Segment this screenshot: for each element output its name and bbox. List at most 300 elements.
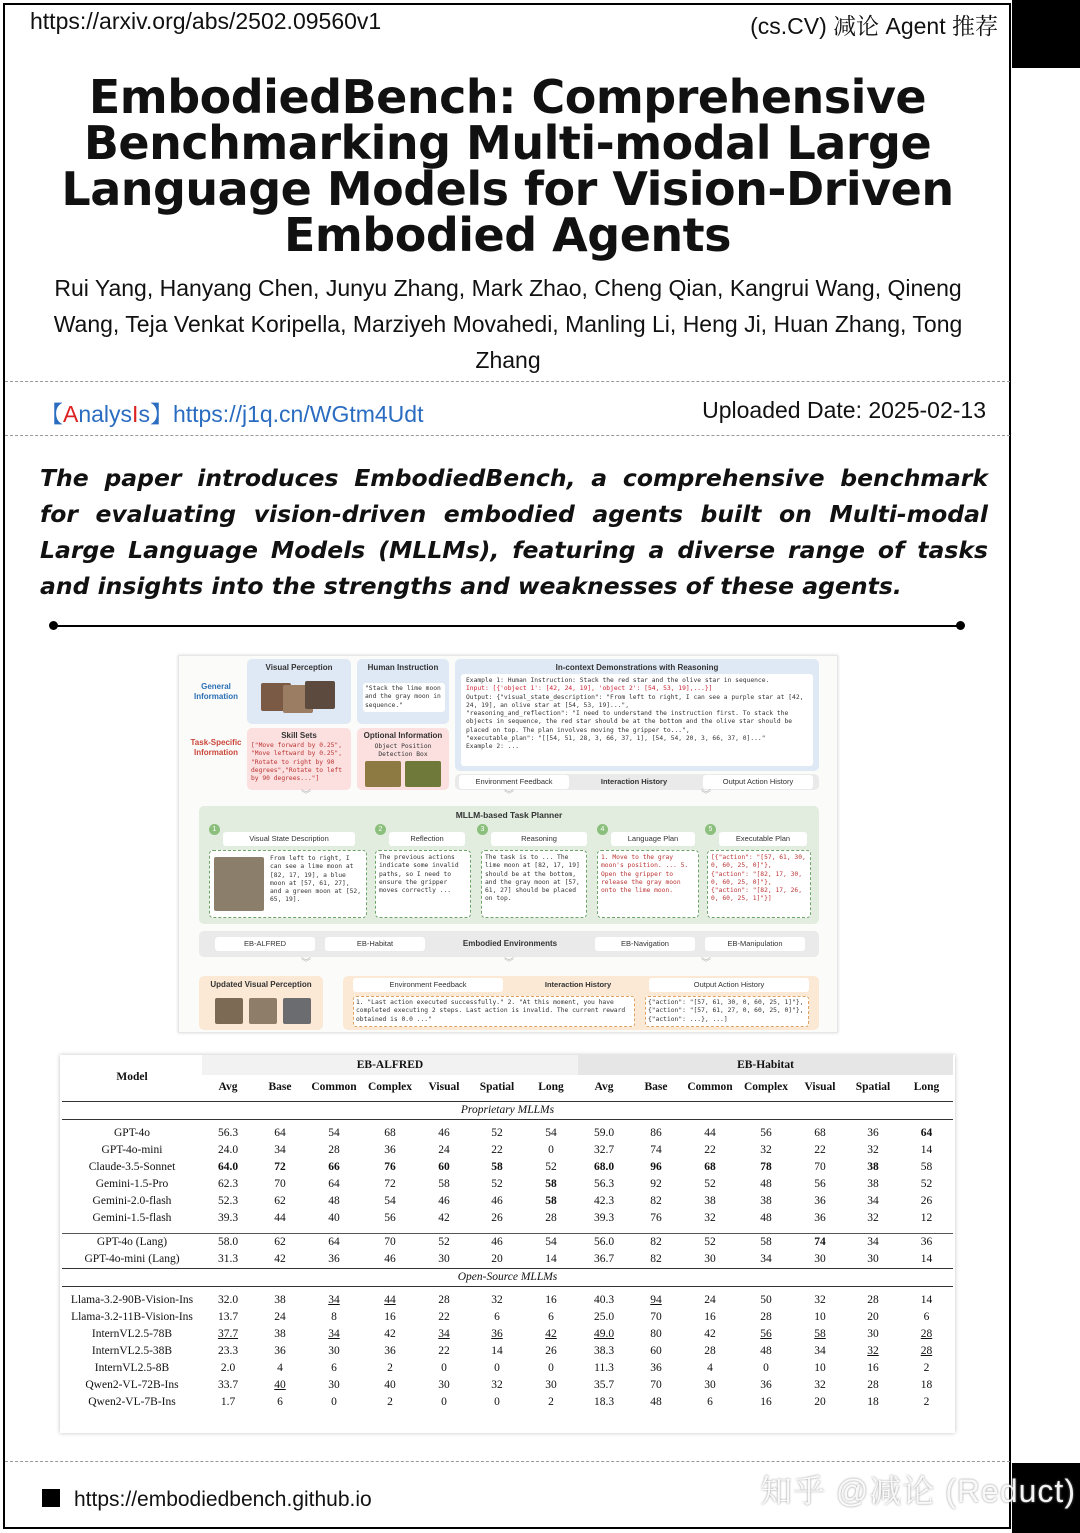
column-header-base: Base [644, 1081, 668, 1094]
score-cell: 42 [704, 1328, 716, 1340]
score-cell: 72 [274, 1161, 286, 1173]
step-number-1: 1 [209, 824, 220, 835]
object-image-2 [405, 761, 441, 787]
reflection-text: The previous actions indicate some invalid paths, so I need to ensure the gripper moves correctly ... [379, 854, 459, 895]
table-row [62, 1326, 953, 1343]
history-bar-top [455, 774, 819, 790]
score-cell: 35.7 [593, 1379, 615, 1391]
score-cell: 28 [545, 1212, 557, 1224]
visual-state-panel [209, 850, 367, 918]
analysis-link-row[interactable] [40, 396, 423, 429]
score-cell: 0 [494, 1396, 500, 1408]
score-cell: 78 [760, 1161, 772, 1173]
model-name: Qwen2-VL-72B-Ins [85, 1379, 179, 1391]
feedback-history-pill: Interaction History [544, 980, 612, 989]
score-cell: 94 [650, 1294, 662, 1306]
score-cell: 46 [470, 1233, 524, 1251]
score-cell: 38 [274, 1328, 286, 1340]
score-cell: 6 [494, 1311, 500, 1323]
score-cell: 52 [920, 1178, 933, 1190]
project-link[interactable] [42, 1488, 372, 1512]
column-header-base: Base [268, 1081, 292, 1094]
score-cell: 12 [920, 1212, 933, 1224]
score-cell: 6 [277, 1396, 283, 1408]
score-cell: 82 [630, 1233, 682, 1251]
score-cell: 0 [548, 1144, 554, 1156]
score-cell: 42.3 [593, 1195, 615, 1207]
updated-image-2 [249, 998, 277, 1024]
table-row [62, 1360, 953, 1377]
score-cell: 36 [491, 1328, 503, 1340]
score-cell: 23.3 [217, 1345, 239, 1357]
model-name: GPT-4o-mini (Lang) [84, 1252, 180, 1265]
score-cell: 6 [923, 1311, 930, 1323]
score-cell: 59.0 [593, 1127, 615, 1139]
score-cell: 32 [867, 1144, 879, 1156]
score-cell: 26 [920, 1195, 933, 1207]
chevron-down-icon: ︾ [301, 790, 311, 801]
score-cell: 30 [438, 1379, 450, 1391]
score-cell: 28 [867, 1294, 879, 1306]
score-cell: 20 [491, 1252, 503, 1265]
table-row [62, 1309, 953, 1326]
score-cell: 74 [794, 1233, 846, 1251]
score-cell: 20 [867, 1311, 879, 1323]
score-cell: 28 [328, 1144, 340, 1156]
score-cell: 48 [650, 1396, 662, 1408]
score-cell: 2 [548, 1396, 554, 1408]
score-cell: 30 [867, 1252, 879, 1265]
score-cell: 14 [920, 1144, 933, 1156]
score-cell: 68 [814, 1127, 826, 1139]
score-cell: 34 [867, 1195, 879, 1207]
score-cell: 76 [384, 1161, 396, 1173]
score-cell: 0 [331, 1396, 337, 1408]
icl-input: Input: [{'object 1': [42, 24, 19], 'object 2': [54, 53, 19],...}] [466, 685, 713, 693]
model-name: InternVL2.5-8B [94, 1362, 170, 1374]
score-cell: 56 [814, 1178, 826, 1190]
score-cell: 54 [524, 1233, 578, 1251]
chevron-down-icon: ︾ [504, 790, 514, 801]
model-name: Gemini-1.5-flash [92, 1212, 172, 1224]
score-cell: 34 [846, 1233, 900, 1251]
score-cell: 24 [704, 1294, 716, 1306]
score-cell: 48 [760, 1178, 772, 1190]
human-instruction-title: Human Instruction [367, 663, 439, 672]
feedback-text: 1. "Last action executed successfully." 2. "At this moment, you have completed executing 2 steps. Last action is invalid. The current reward obtained is 0.0 ..." [353, 996, 635, 1027]
model-name: GPT-4o-mini [101, 1144, 163, 1156]
score-cell: 72 [384, 1178, 396, 1190]
score-cell: 11.3 [594, 1362, 614, 1374]
analysis-letter-s: s [138, 401, 150, 427]
icl-content [461, 674, 813, 766]
results-table [62, 1055, 953, 1411]
score-cell: 56 [384, 1212, 396, 1224]
step-number-4: 4 [597, 824, 608, 835]
table-row [62, 1343, 953, 1360]
score-cell: 24 [438, 1144, 450, 1156]
score-cell: 16 [384, 1311, 396, 1323]
score-cell: 56.0 [578, 1233, 630, 1251]
score-cell: 58 [491, 1161, 503, 1173]
score-cell: 16 [867, 1362, 879, 1374]
divider-line [52, 625, 962, 627]
icl-box [455, 659, 819, 771]
score-cell: 0 [763, 1362, 769, 1374]
score-cell: 36 [900, 1233, 953, 1251]
score-cell: 56.3 [593, 1178, 615, 1190]
score-cell: 76 [650, 1212, 662, 1224]
step-number-3: 3 [477, 824, 488, 835]
score-cell: 10 [814, 1362, 826, 1374]
table-row [62, 1176, 953, 1193]
score-cell: 52.3 [217, 1195, 239, 1207]
score-cell: 32 [760, 1144, 772, 1156]
analysis-link[interactable]: https://j1q.cn/WGtm4Udt [172, 401, 424, 427]
score-cell: 14 [491, 1345, 503, 1357]
score-cell: 14 [545, 1252, 557, 1265]
score-cell: 22 [704, 1144, 716, 1156]
score-cell: 26 [491, 1212, 503, 1224]
score-cell: 86 [650, 1127, 662, 1139]
score-cell: 60 [650, 1345, 662, 1357]
human-instruction-text: "Stack the lime moon and the gray moon in sequence." [363, 683, 445, 712]
score-cell: 31.3 [217, 1252, 239, 1265]
score-cell: 34 [814, 1345, 826, 1357]
score-cell: 66 [328, 1161, 340, 1173]
feedback-output-pill: Output Action History [649, 978, 809, 992]
score-cell: 58 [545, 1178, 557, 1190]
output-action-text: {"action": "[57, 61, 30, 0, 60, 25, 1]"}, {"action": "[57, 61, 27, 0, 60, 25, 0]"}, {"action": ...}, ...] [645, 996, 809, 1027]
score-cell: 58.0 [202, 1233, 254, 1251]
updated-vp-box [199, 976, 323, 1030]
score-cell: 32.0 [217, 1294, 239, 1306]
score-cell: 48 [760, 1212, 772, 1224]
score-cell: 48 [328, 1195, 340, 1207]
score-cell: 0 [548, 1362, 554, 1374]
score-cell: 64 [274, 1127, 286, 1139]
bracket-close: 】 [149, 401, 173, 427]
score-cell: 74 [650, 1144, 662, 1156]
score-cell: 16 [760, 1396, 772, 1408]
score-cell: 50 [760, 1294, 772, 1306]
group-eb-alfred: EB-ALFRED [202, 1055, 578, 1075]
reflection-panel [375, 850, 471, 918]
score-cell: 36 [650, 1362, 662, 1374]
env-eb-manipulation: EB-Manipulation [705, 937, 805, 951]
icl-output: Output: {"visual_state_description": "From left to right, I can see a purple star at [42, 24, 19], an olive star at [54, 53, 19]...", [466, 693, 804, 709]
score-cell: 32.7 [593, 1144, 615, 1156]
score-cell: 34 [760, 1252, 772, 1265]
score-cell: 30 [704, 1379, 716, 1391]
score-cell: 32 [491, 1379, 503, 1391]
divider-dashed-2 [5, 435, 1010, 436]
icl-plan: "executable_plan": "[[54, 51, 28, 3, 66, 37, 1], [54, 54, 20, 3, 66, 37, 0]..." [466, 735, 766, 743]
divider-dot-right [956, 621, 965, 630]
detection-box-label: Detection Box [378, 751, 428, 758]
upload-date: Uploaded Date: 2025-02-13 [702, 397, 986, 423]
score-cell: 32 [814, 1294, 826, 1306]
skill-sets-box [247, 728, 351, 790]
score-cell: 70 [650, 1311, 662, 1323]
paper-title: EmbodiedBench: Comprehensive Benchmarking Multi-modal Large Language Models for Vision-Driven Embodied Agents [61, 70, 954, 262]
column-header-spatial: Spatial [479, 1081, 515, 1094]
icl-title: In-context Demonstrations with Reasoning [555, 663, 719, 672]
score-cell: 34 [328, 1328, 340, 1340]
score-cell: 24.0 [217, 1144, 239, 1156]
score-cell: 54 [545, 1127, 557, 1139]
score-cell: 46 [438, 1127, 450, 1139]
label-task-info: Task-Specific Information [190, 738, 242, 757]
planner-title: MLLM-based Task Planner [455, 810, 563, 820]
feedback-box [343, 976, 819, 1030]
score-cell: 37.7 [217, 1328, 239, 1340]
score-cell: 18 [920, 1379, 933, 1391]
score-cell: 70 [362, 1233, 418, 1251]
chevron-down-icon: ︾ [301, 958, 311, 969]
score-cell: 30 [867, 1328, 879, 1340]
score-cell: 36.7 [593, 1252, 615, 1265]
score-cell: 38.3 [593, 1345, 615, 1357]
score-cell: 36 [867, 1127, 879, 1139]
score-cell: 28 [867, 1379, 879, 1391]
score-cell: 52 [418, 1233, 470, 1251]
score-cell: 2 [387, 1396, 393, 1408]
score-cell: 54 [328, 1127, 340, 1139]
score-cell: 28 [920, 1345, 933, 1357]
score-cell: 28 [760, 1311, 772, 1323]
table-row [62, 1233, 953, 1251]
project-url[interactable]: https://embodiedbench.github.io [74, 1488, 372, 1511]
score-cell: 54 [384, 1195, 396, 1207]
score-cell: 58 [738, 1233, 794, 1251]
language-plan-text: 1. Move to the gray moon's position. ... 5. Open the gripper to release the gray moon onto the lime moon. [601, 854, 689, 895]
divider-dashed-footer [5, 1461, 1010, 1462]
score-cell: 30 [328, 1379, 340, 1391]
paper-authors: Rui Yang, Hanyang Chen, Junyu Zhang, Mark Zhao, Cheng Qian, Kangrui Wang, Qineng Wang, Teja Venkat Koripella, Marziyeh Movahedi, Manling Li, Heng Ji, Huan Zhang, Tong Zhang [53, 275, 963, 373]
table-row [62, 1142, 953, 1159]
score-cell: 68 [384, 1127, 396, 1139]
score-cell: 14 [920, 1252, 933, 1265]
step-visual-state: Visual State Description [223, 832, 355, 846]
score-cell: 52 [682, 1233, 738, 1251]
score-cell: 52 [704, 1178, 716, 1190]
score-cell: 20 [814, 1396, 826, 1408]
model-name: GPT-4o [114, 1127, 150, 1139]
updated-vp-title: Updated Visual Perception [210, 980, 312, 989]
score-cell: 30 [328, 1345, 340, 1357]
model-name: Llama-3.2-11B-Vision-Ins [71, 1311, 193, 1323]
score-cell: 70 [650, 1379, 662, 1391]
env-embodied-title: Embodied Environments [462, 939, 558, 948]
table-row [62, 1159, 953, 1176]
score-cell: 82 [650, 1195, 662, 1207]
score-cell: 64.0 [217, 1161, 239, 1173]
score-cell: 46 [491, 1195, 503, 1207]
score-cell: 32 [867, 1345, 879, 1357]
divider-dashed [5, 381, 1010, 382]
section-proprietary-label: Proprietary MLLMs [62, 1101, 953, 1119]
score-cell: 13.7 [217, 1311, 239, 1323]
score-cell: 26 [545, 1345, 557, 1357]
table-row [62, 1377, 953, 1394]
model-name: InternVL2.5-78B [91, 1328, 173, 1340]
score-cell: 30 [814, 1252, 826, 1265]
score-cell: 0 [441, 1362, 447, 1374]
output-action-pill: Output Action History [703, 775, 813, 789]
score-cell: 56 [760, 1127, 772, 1139]
table-row [62, 1394, 953, 1411]
robot-arm-image [214, 857, 264, 911]
section-proprietary [62, 1101, 953, 1119]
score-cell: 58 [814, 1328, 826, 1340]
score-cell: 22 [814, 1144, 826, 1156]
score-cell: 40 [384, 1379, 396, 1391]
score-cell: 44 [274, 1212, 286, 1224]
score-cell: 32 [704, 1212, 716, 1224]
env-feedback-pill: Environment Feedback [459, 775, 569, 789]
arxiv-url[interactable]: https://arxiv.org/abs/2502.09560v1 [30, 8, 382, 34]
env-eb-habitat: EB-Habitat [325, 937, 425, 951]
score-cell: 36 [328, 1252, 340, 1265]
model-name: GPT-4o (Lang) [62, 1233, 202, 1251]
reasoning-panel [481, 850, 587, 918]
score-cell: 36 [274, 1345, 286, 1357]
column-header-spatial: Spatial [855, 1081, 891, 1094]
score-cell: 62 [274, 1195, 286, 1207]
icl-example-1: Example 1: Human Instruction: Stack the red star and the olive star in sequence. [466, 677, 770, 684]
column-header-visual: Visual [804, 1081, 836, 1094]
step-number-2: 2 [375, 824, 386, 835]
score-cell: 38 [760, 1195, 772, 1207]
column-header-common: Common [687, 1081, 733, 1094]
analysis-letter-i: I [132, 401, 139, 427]
score-cell: 30 [438, 1252, 450, 1265]
score-cell: 56 [760, 1328, 772, 1340]
score-cell: 36 [384, 1144, 396, 1156]
score-cell: 0 [494, 1362, 500, 1374]
env-eb-alfred: EB-ALFRED [215, 937, 315, 951]
score-cell: 52 [491, 1127, 503, 1139]
score-cell: 52 [545, 1161, 557, 1173]
icl-example-2: Example 2: ... [466, 743, 520, 751]
score-cell: 42 [274, 1252, 286, 1265]
model-name: Gemini-2.0-flash [92, 1195, 172, 1207]
chevron-down-icon: ︾ [504, 958, 514, 969]
column-header-complex: Complex [367, 1081, 413, 1094]
label-general-info: General Information [194, 682, 238, 701]
score-cell: 96 [650, 1161, 662, 1173]
score-cell: 36 [384, 1345, 396, 1357]
section-open-source-label: Open-Source MLLMs [62, 1268, 953, 1286]
score-cell: 22 [491, 1144, 503, 1156]
results-table-card [60, 1055, 955, 1433]
step-language-plan: Language Plan [611, 832, 695, 846]
score-cell: 39.3 [217, 1212, 239, 1224]
table-row [62, 1193, 953, 1210]
bracket-open: 【 [40, 401, 63, 427]
score-cell: 2 [923, 1362, 930, 1374]
column-header-avg: Avg [594, 1081, 614, 1094]
score-cell: 18 [867, 1396, 879, 1408]
score-cell: 2 [387, 1362, 393, 1374]
step-executable-plan: Executable Plan [719, 832, 807, 846]
score-cell: 80 [650, 1328, 662, 1340]
object-position-label: Object Position [374, 743, 432, 750]
model-name: Llama-3.2-90B-Vision-Ins [70, 1294, 194, 1306]
table-row [62, 1292, 953, 1309]
score-cell: 30 [704, 1252, 716, 1265]
model-name: Qwen2-VL-7B-Ins [88, 1396, 176, 1408]
updated-image-3 [283, 998, 311, 1024]
score-cell: 42 [545, 1328, 557, 1340]
score-cell: 42 [438, 1212, 450, 1224]
score-cell: 2.0 [220, 1362, 236, 1374]
group-eb-habitat: EB-Habitat [578, 1055, 953, 1075]
score-cell: 38 [867, 1178, 879, 1190]
score-cell: 22 [438, 1311, 450, 1323]
score-cell: 18.3 [593, 1396, 615, 1408]
visual-perception-title: Visual Perception [265, 663, 333, 672]
score-cell: 58 [438, 1178, 450, 1190]
corner-block-top [1012, 0, 1080, 68]
column-header-visual: Visual [428, 1081, 460, 1094]
section-open-source [62, 1268, 953, 1286]
paper-summary: The paper introduces EmbodiedBench, a comprehensive benchmark for evaluating vision-driven embodied agents built on Multi-modal Large Language Models (MLLMs), featuring a diverse range of tasks and insights into the strengths and weaknesses of these agents. [40, 464, 988, 600]
task-planner-box [199, 806, 819, 924]
score-cell: 28 [704, 1345, 716, 1357]
column-header-complex: Complex [743, 1081, 789, 1094]
reasoning-text: The task is to ... The lime moon at [82, 17, 19] should be at the bottom, and the gray moon at [57, 61, 27] should be placed on top. [485, 854, 580, 903]
icl-reasoning: "reasoning_and_reflection": "I need to understand the instruction first. To stack the objects in sequence, the red star should be at the bottom and the olive star should be placed on top. The plan involves moving the gripper to...", [466, 710, 793, 734]
table-row [62, 1210, 953, 1227]
category-tag: (cs.CV) 减论 Agent 推荐 [750, 13, 998, 39]
score-cell: 28 [920, 1328, 933, 1340]
score-cell: 38 [274, 1294, 286, 1306]
table-row [62, 1251, 953, 1269]
chevron-down-icon: ︾ [701, 790, 711, 801]
env-eb-navigation: EB-Navigation [595, 937, 695, 951]
score-cell: 34 [438, 1328, 450, 1340]
score-cell: 39.3 [593, 1212, 615, 1224]
language-plan-panel [597, 850, 699, 918]
score-cell: 64 [328, 1178, 340, 1190]
score-cell: 34 [328, 1294, 340, 1306]
score-cell: 56.3 [217, 1127, 239, 1139]
score-cell: 30 [545, 1379, 557, 1391]
score-cell: 52 [491, 1178, 503, 1190]
updated-image-1 [215, 998, 243, 1024]
score-cell: 40.3 [593, 1294, 615, 1306]
score-cell: 70 [814, 1161, 826, 1173]
column-header-common: Common [311, 1081, 357, 1094]
score-cell: 44 [704, 1127, 716, 1139]
model-name: InternVL2.5-38B [91, 1345, 173, 1357]
score-cell: 42 [384, 1328, 396, 1340]
score-cell: 16 [545, 1294, 557, 1306]
visual-state-text: From left to right, I can see a lime moon at [82, 17, 19], a blue moon at [57, 61, 27], and a green moon at [52, 65, 19]. [270, 855, 361, 904]
step-number-5: 5 [705, 824, 716, 835]
score-cell: 40 [274, 1379, 286, 1391]
score-cell: 62.3 [217, 1178, 239, 1190]
column-header-avg: Avg [218, 1081, 238, 1094]
feedback-env-pill: Environment Feedback [353, 978, 503, 992]
score-cell: 36 [814, 1195, 826, 1207]
score-cell: 62 [254, 1233, 306, 1251]
score-cell: 16 [704, 1311, 716, 1323]
score-cell: 44 [384, 1294, 396, 1306]
score-cell: 38 [867, 1161, 879, 1173]
